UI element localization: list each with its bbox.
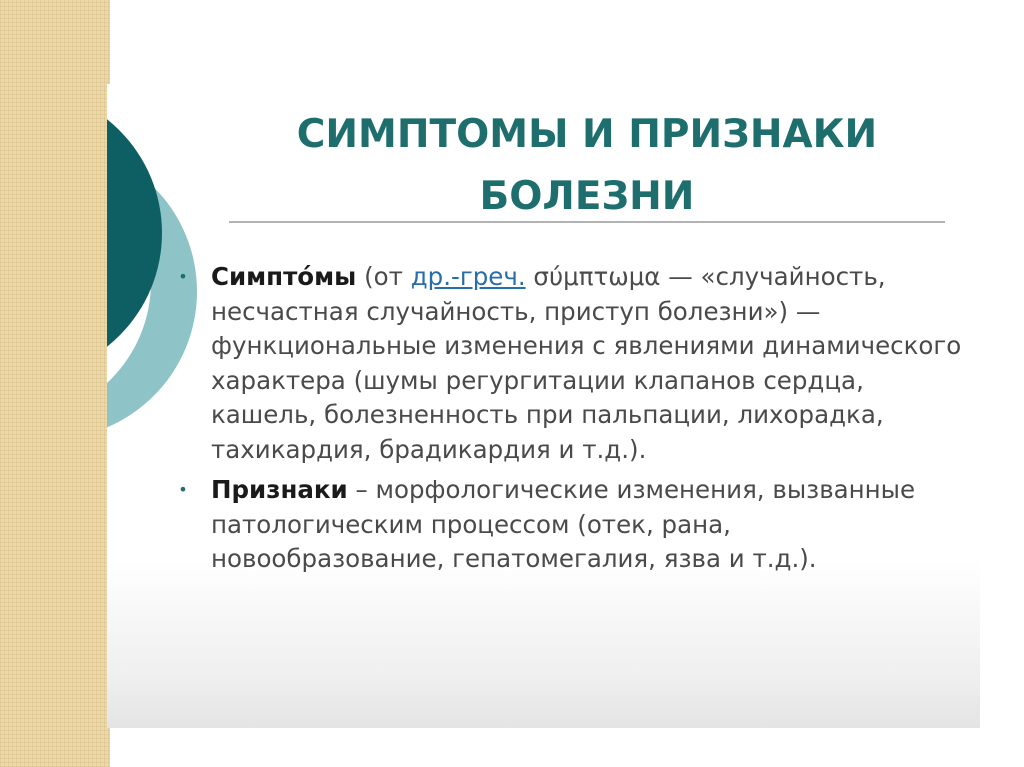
bullet-signs xyxy=(173,473,963,577)
term-signs: Признаки xyxy=(211,475,348,504)
term-symptoms: Симпто́мы xyxy=(211,262,357,291)
title-divider xyxy=(229,221,945,223)
bullet-list xyxy=(173,260,963,583)
signs-definition: – морфологические изменения, вызванные патологическим процессом (отек, рана, новообразование, гепатомегалия, язва и т.д.). xyxy=(211,475,916,573)
symptoms-prefix: (от xyxy=(356,262,411,291)
symptoms-definition: σύμπτωμα — «случайность, несчастная случайность, приступ болезни») — функциональные изменения с явлениями динамического характера (шумы регургитации клапанов сердца, кашель, болезненность при пальпации, лихорадка, тахикардия, брадикардия и т.д.). xyxy=(211,262,962,464)
slide-title-line-1: СИМПТОМЫ И ПРИЗНАКИ xyxy=(296,112,878,157)
slide-title-line-2: БОЛЕЗНИ xyxy=(479,174,695,219)
slide xyxy=(107,84,980,728)
slide-title xyxy=(227,104,947,228)
bullet-dot-icon: • xyxy=(178,480,188,499)
link-ancient-greek[interactable]: др.-греч. xyxy=(410,262,526,291)
decorative-side-strip xyxy=(0,0,110,767)
bullet-dot-icon: • xyxy=(178,267,188,286)
bullet-symptoms xyxy=(173,260,963,467)
